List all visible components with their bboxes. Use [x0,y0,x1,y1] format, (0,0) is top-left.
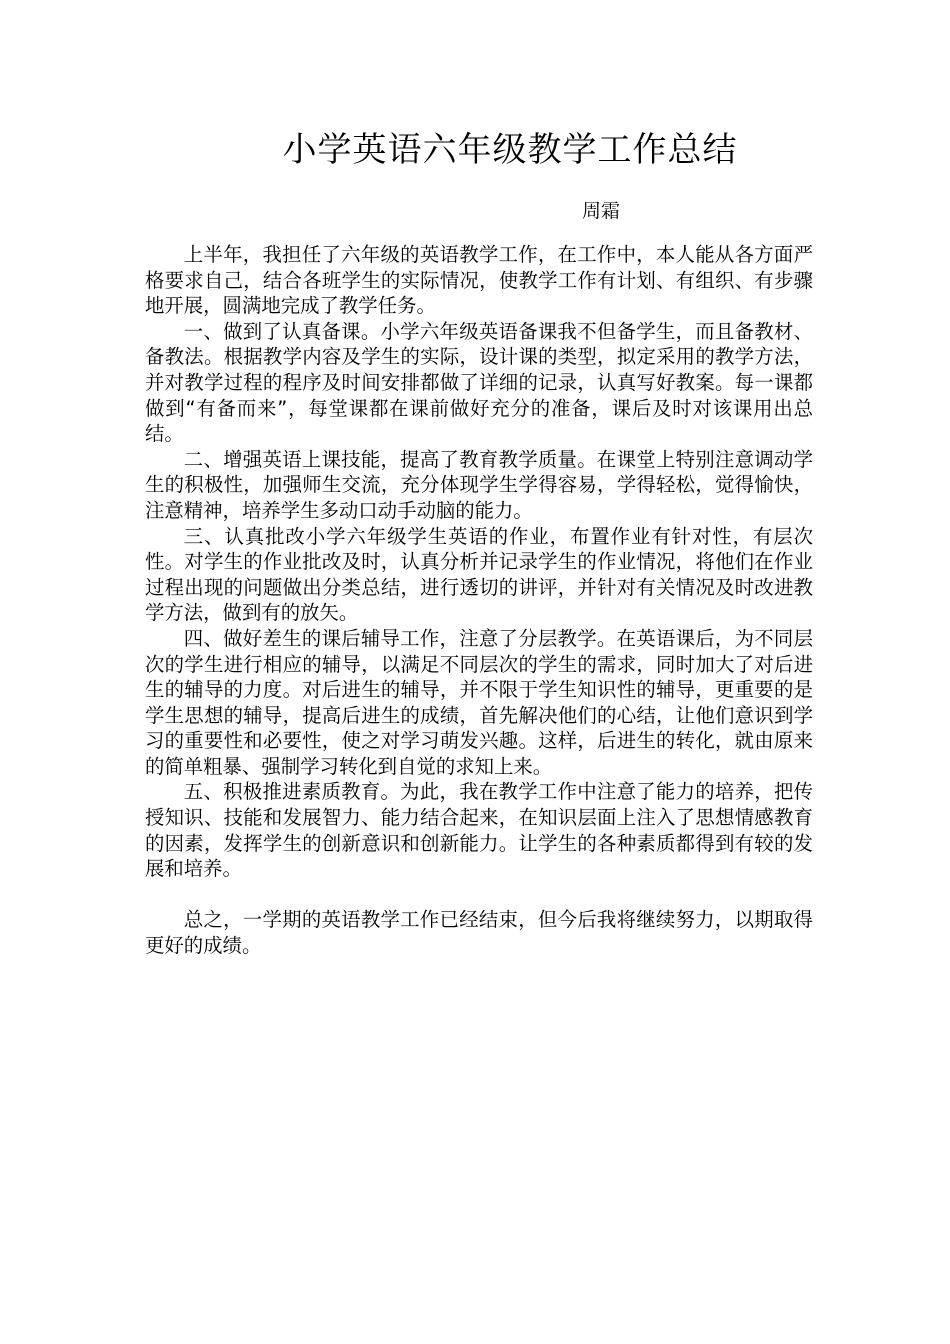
paragraph-conclusion: 总之，一学期的英语教学工作已经结束，但今后我将继续努力，以期取得更好的成绩。 [145,908,813,958]
paragraph-teaching-skills: 二、增强英语上课技能，提高了教育教学质量。在课堂上特别注意调动学生的积极性，加强师生交流，充分体现学生学得容易，学得轻松，觉得愉快，注意精神，培养学生多动口动手动脑的能力。 [145,447,813,522]
paragraph-lesson-prep: 一、做到了认真备课。小学六年级英语备课我不但备学生，而且备教材、备教法。根据教学内容及学生的实际，设计课的类型，拟定采用的教学方法，并对教学过程的程序及时间安排都做了详细的记录，认真写好教案。每一课都做到“有备而来”，每堂课都在课前做好充分的准备，课后及时对该课用出总结。 [145,319,813,446]
author-name: 周霜 [582,200,621,222]
document-body [145,242,813,959]
document-title: 小学英语六年级教学工作总结 [282,130,738,170]
paragraph-quality-education: 五、积极推进素质教育。为此，我在教学工作中注意了能力的培养，把传授知识、技能和发展智力、能力结合起来，在知识层面上注入了思想情感教育的因素，发挥学生的创新意识和创新能力。让学生的各种素质都得到有较的发展和培养。 [145,780,813,881]
paragraph-homework: 三、认真批改小学六年级学生英语的作业，布置作业有针对性，有层次性。对学生的作业批改及时，认真分析并记录学生的作业情况，将他们在作业过程出现的问题做出分类总结，进行透切的讲评，并针对有关情况及时改进教学方法，做到有的放矢。 [145,524,813,625]
paragraph-tutoring: 四、做好差生的课后辅导工作，注意了分层教学。在英语课后，为不同层次的学生进行相应的辅导，以满足不同层次的学生的需求，同时加大了对后进生的辅导的力度。对后进生的辅导，并不限于学生知识性的辅导，更重要的是学生思想的辅导，提高后进生的成绩，首先解决他们的心结，让他们意识到学习的重要性和必要性，使之对学习萌发兴趣。这样，后进生的转化，就由原来的简单粗暴、强制学习转化到自觉的求知上来。 [145,626,813,778]
paragraph-intro: 上半年，我担任了六年级的英语教学工作，在工作中，本人能从各方面严格要求自己，结合各班学生的实际情况，使教学工作有计划、有组织、有步骤地开展，圆满地完成了教学任务。 [145,243,813,318]
